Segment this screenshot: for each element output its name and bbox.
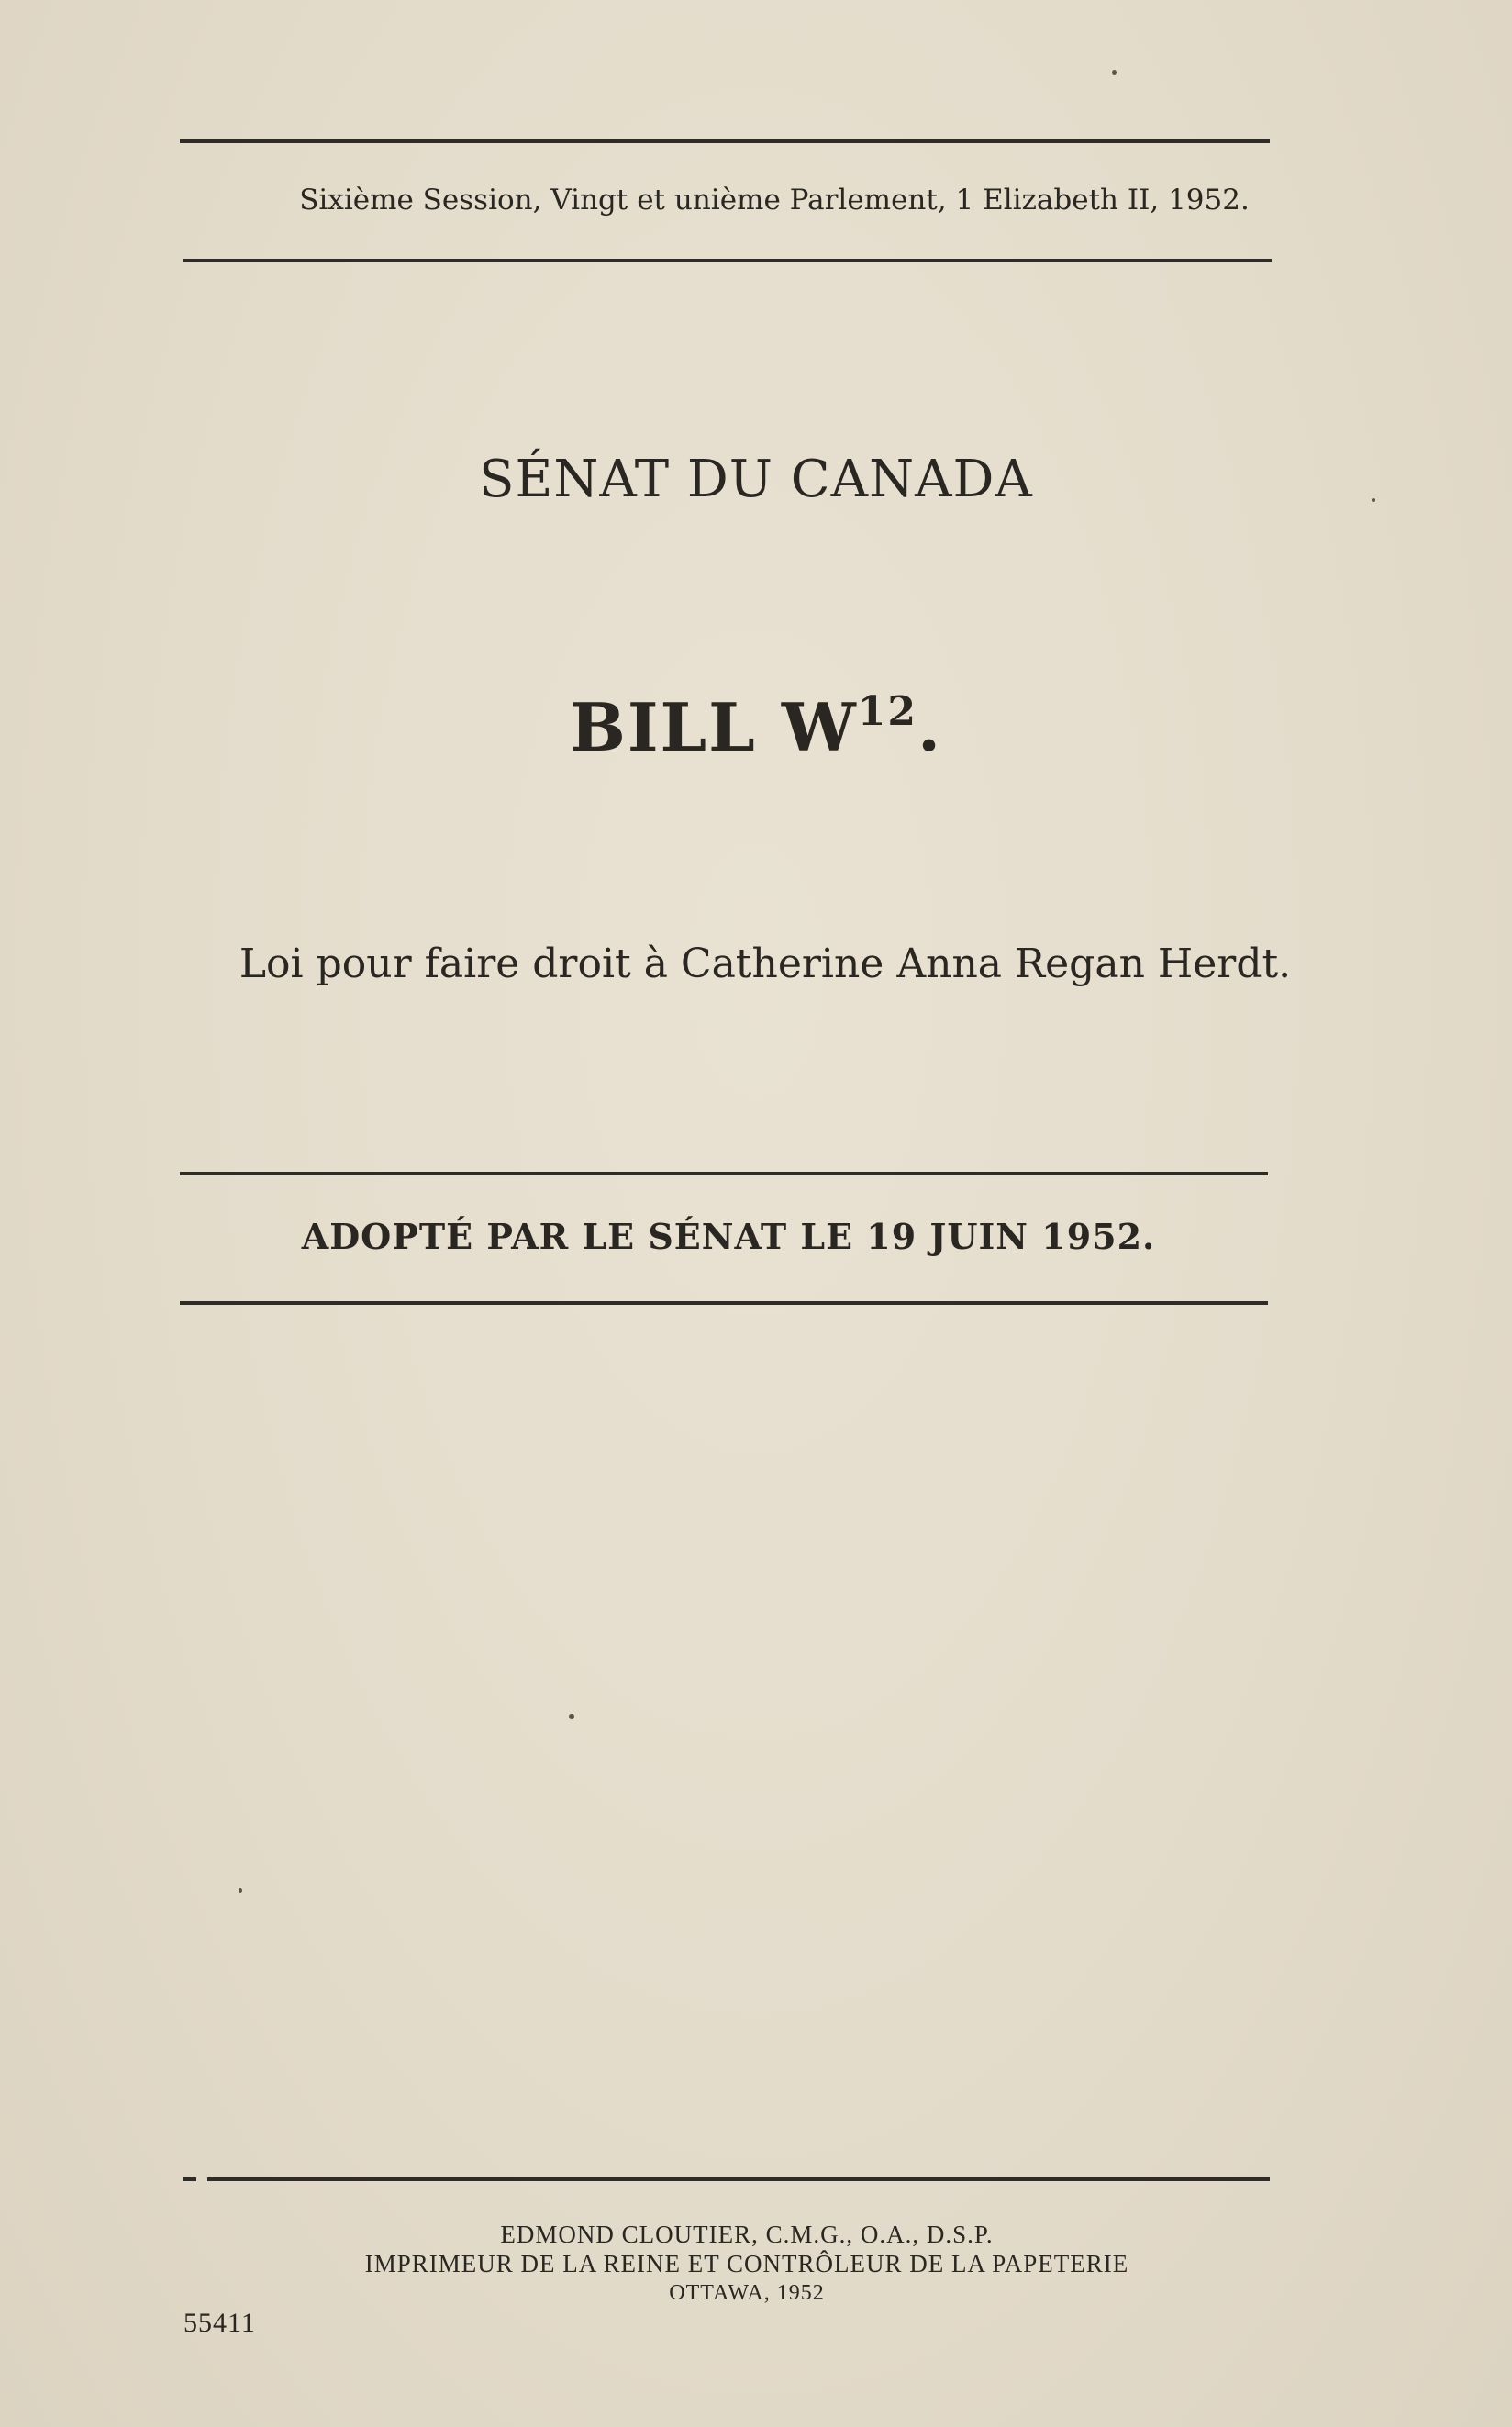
document-code: 55411 [183,2308,256,2338]
paper-speck [569,1714,574,1719]
footer-rule-tick [183,2177,196,2181]
session-line: Sixième Session, Vingt et unième Parlement, 1 Elizabeth II, 1952. [299,184,1250,217]
senate-heading: SÉNAT DU CANADA [479,450,1033,509]
bill-number [0,688,1512,766]
bill-superscript: 12 [857,688,917,735]
paper-speck [239,1888,242,1893]
paper-speck [1112,70,1117,75]
printer-name: EDMOND CLOUTIER, C.M.G., O.A., D.S.P. [500,2221,994,2248]
bill-suffix: . [917,688,943,766]
header-bottom-rule [183,259,1272,262]
adoption-status: ADOPTÉ PAR LE SÉNAT LE 19 JUIN 1952. [301,1216,1156,1257]
printer-title: IMPRIMEUR DE LA REINE ET CONTRÔLEUR DE LA PAPETERIE [364,2250,1129,2277]
paper-speck [1372,498,1375,502]
adopted-bottom-rule [180,1301,1268,1305]
bill-label: BILL W [569,688,858,766]
printer-place-year: OTTAWA, 1952 [669,2281,825,2305]
footer-rule [207,2177,1270,2181]
adopted-top-rule [180,1172,1268,1175]
act-title: Loi pour faire droit à Catherine Anna Regan Herdt. [239,941,1292,987]
top-rule [180,139,1270,143]
